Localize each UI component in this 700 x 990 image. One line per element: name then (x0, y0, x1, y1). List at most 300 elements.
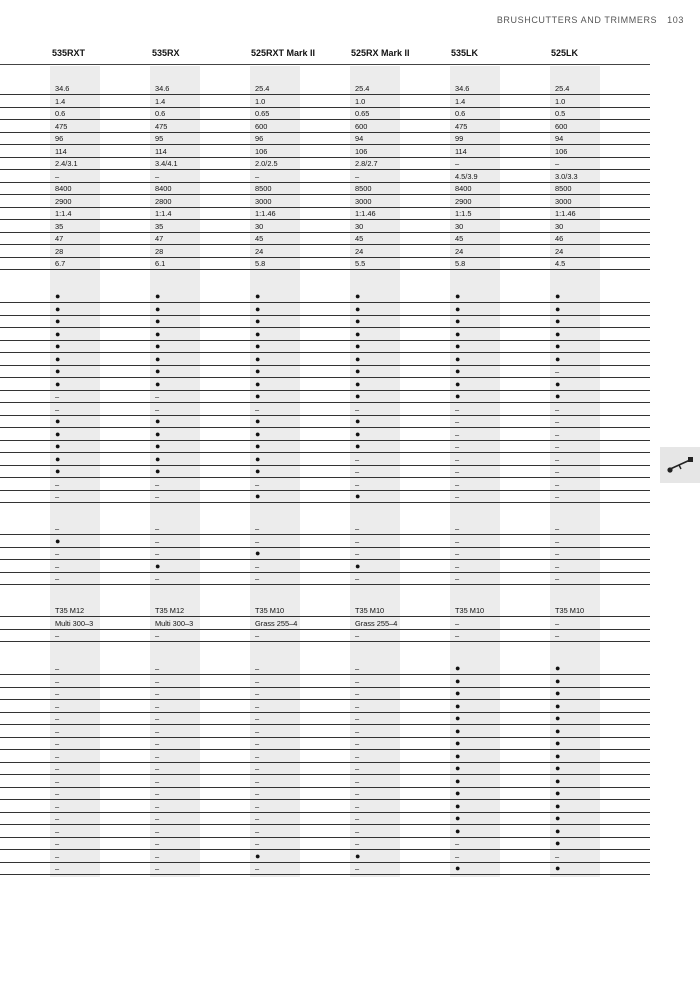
table-cell: 1.4 (155, 96, 166, 106)
table-cell: 3000 (355, 196, 372, 206)
table-cell: 3000 (555, 196, 572, 206)
table-row (0, 572, 650, 585)
table-cell: 475 (155, 121, 168, 131)
table-cell: 30 (455, 221, 464, 231)
table-cell: – (55, 739, 60, 748)
table-row (0, 440, 650, 453)
table-cell: – (55, 726, 60, 736)
table-cell: 6.1 (155, 259, 166, 268)
table-cell: ● (555, 328, 561, 339)
table-cell: ● (455, 800, 461, 811)
table-cell: ● (555, 303, 561, 314)
table-cell: – (355, 701, 360, 711)
table-row (0, 687, 650, 700)
table-cell: ● (355, 391, 361, 401)
table-cell: ● (55, 378, 61, 389)
table-row (0, 700, 650, 713)
table-cell: 25.4 (355, 84, 370, 93)
table-cell: ● (355, 303, 361, 314)
table-row (0, 837, 650, 850)
table-cell: – (355, 726, 360, 736)
table-cell: – (255, 536, 260, 546)
table-cell: 8500 (555, 184, 572, 193)
table-cell: ● (455, 788, 461, 798)
table-cell: – (355, 776, 360, 786)
table-cell: – (355, 839, 360, 848)
table-cell: T35 M10 (355, 606, 385, 615)
table-row (0, 775, 650, 788)
table-cell: 24 (255, 246, 264, 256)
table-cell: ● (555, 763, 561, 773)
table-cell: – (555, 492, 560, 501)
table-cell: – (155, 739, 160, 748)
table-cell: ● (555, 863, 561, 873)
table-row (0, 478, 650, 491)
table-cell: – (55, 171, 60, 181)
table-row (0, 535, 650, 548)
table-row (0, 812, 650, 825)
table-cell: ● (255, 491, 261, 501)
table-cell: – (255, 801, 260, 811)
table-cell: ● (555, 738, 561, 748)
table-row (0, 120, 650, 133)
table-cell: ● (455, 863, 461, 873)
table-row (0, 490, 650, 503)
table-row (0, 257, 650, 270)
table-cell: 6.7 (55, 259, 66, 268)
table-cell: – (55, 714, 60, 723)
table-cell: 3.4/4.1 (155, 159, 178, 168)
table-cell: ● (255, 466, 261, 476)
table-cell: – (55, 676, 60, 686)
table-cell: ● (355, 328, 361, 339)
table-cell: 8500 (355, 184, 372, 193)
table-cell: 0.6 (455, 109, 466, 118)
table-cell: – (155, 726, 160, 736)
table-row (0, 132, 650, 145)
table-cell: ● (555, 713, 561, 723)
table-cell: ● (355, 441, 361, 451)
table-cell: 0.6 (55, 109, 66, 118)
table-cell: ● (555, 800, 561, 811)
table-cell: – (355, 479, 360, 489)
table-cell: ● (55, 366, 61, 376)
table-cell: – (155, 689, 160, 698)
table-cell: ● (455, 391, 461, 401)
table-cell: ● (155, 328, 161, 339)
table-cell: – (455, 492, 460, 501)
table-cell: ● (355, 378, 361, 389)
table-cell: ● (555, 725, 561, 736)
table-cell: 45 (255, 234, 264, 243)
table-cell: – (455, 404, 460, 414)
table-row (0, 378, 650, 391)
table-cell: T35 M10 (455, 606, 485, 615)
table-cell: – (355, 454, 360, 464)
table-cell: – (55, 839, 60, 848)
table-cell: – (155, 536, 160, 546)
table-cell: 2900 (55, 196, 72, 206)
category-tab[interactable] (660, 447, 700, 483)
table-cell: – (155, 549, 160, 558)
table-cell: ● (455, 775, 461, 786)
table-cell: ● (255, 328, 261, 339)
table-cell: ● (155, 316, 161, 326)
table-cell: 34.6 (155, 84, 170, 93)
table-cell: ● (455, 303, 461, 314)
table-cell: ● (455, 328, 461, 339)
table-cell: – (255, 701, 260, 711)
table-cell: ● (155, 378, 161, 389)
table-cell: – (155, 404, 160, 414)
table-cell: – (55, 751, 60, 761)
table-cell: – (155, 492, 160, 501)
table-cell: ● (155, 441, 161, 451)
table-cell: ● (555, 316, 561, 326)
table-row (0, 353, 650, 366)
table-cell: – (455, 574, 460, 583)
table-row (0, 629, 650, 642)
table-cell: 475 (55, 121, 68, 131)
table-cell: – (255, 789, 260, 798)
table-cell: 34.6 (55, 84, 70, 93)
table-cell: 1.0 (355, 96, 366, 106)
table-cell: 8400 (455, 184, 472, 193)
table-row (0, 95, 650, 108)
table-cell: ● (555, 813, 561, 823)
table-cell: – (255, 561, 260, 571)
table-cell: – (55, 814, 60, 823)
model-name: 525RX Mark II (351, 48, 410, 58)
table-cell: – (255, 664, 260, 673)
table-cell: – (355, 739, 360, 748)
table-cell: – (455, 429, 460, 439)
table-cell: – (555, 454, 560, 464)
table-cell: 94 (355, 134, 364, 143)
table-cell: – (155, 701, 160, 711)
table-row (0, 365, 650, 378)
table-cell: 30 (355, 221, 364, 231)
table-cell: – (55, 492, 60, 501)
table-row (0, 157, 650, 170)
table-cell: – (55, 664, 60, 673)
table-cell: 2.8/2.7 (355, 159, 378, 168)
table-cell: ● (255, 341, 261, 351)
table-cell: – (455, 536, 460, 546)
table-cell: ● (155, 466, 161, 476)
table-cell: – (255, 839, 260, 848)
table-cell: 30 (555, 221, 564, 231)
table-cell: ● (155, 366, 161, 376)
table-cell: 96 (55, 134, 64, 143)
table-cell: ● (55, 328, 61, 339)
table-row (0, 328, 650, 341)
table-cell: ● (355, 428, 361, 439)
table-cell: 2900 (455, 196, 472, 206)
table-cell: ● (355, 291, 361, 301)
table-cell: 5.8 (455, 259, 466, 268)
table-cell: 96 (255, 134, 264, 143)
table-cell: – (255, 864, 260, 873)
table-cell: 99 (455, 134, 464, 143)
model-name: 535RX (152, 48, 180, 58)
table-cell: – (155, 524, 160, 533)
table-cell: – (455, 549, 460, 558)
table-cell: ● (355, 341, 361, 351)
table-cell: – (355, 631, 360, 640)
table-cell: ● (455, 700, 461, 711)
table-cell: ● (255, 416, 261, 426)
table-cell: – (355, 751, 360, 761)
table-cell: – (55, 826, 60, 836)
table-row (0, 207, 650, 220)
table-cell: ● (355, 850, 361, 861)
table-cell: – (55, 689, 60, 698)
table-cell: 94 (555, 134, 564, 143)
table-cell: 8400 (155, 184, 172, 193)
table-cell: Multi 300–3 (55, 618, 94, 628)
table-cell: – (255, 776, 260, 786)
table-cell: 1:1.46 (255, 209, 276, 218)
table-row (0, 403, 650, 416)
table-cell: – (455, 839, 460, 848)
table-cell: ● (455, 316, 461, 326)
table-row (0, 787, 650, 800)
table-cell: 106 (555, 146, 568, 156)
table-cell: – (555, 467, 560, 476)
table-cell: – (55, 524, 60, 533)
table-row (0, 453, 650, 466)
table-cell: 1:1.5 (455, 209, 472, 218)
table-cell: – (155, 631, 160, 640)
table-cell: – (255, 689, 260, 698)
table-cell: ● (455, 353, 461, 364)
table-cell: – (155, 814, 160, 823)
table-cell: 114 (55, 146, 67, 156)
table-cell: ● (555, 750, 561, 761)
table-cell: – (355, 524, 360, 533)
table-cell: T35 M10 (555, 606, 585, 615)
table-cell: ● (455, 341, 461, 351)
table-cell: 0.65 (255, 109, 270, 118)
table-cell: 8500 (255, 184, 272, 193)
table-cell: T35 M12 (155, 606, 185, 615)
table-cell: – (455, 479, 460, 489)
table-cell: – (455, 454, 460, 464)
table-cell: – (155, 851, 160, 861)
table-cell: – (355, 536, 360, 546)
table-row (0, 560, 650, 573)
table-cell: – (55, 851, 60, 861)
table-cell: – (255, 404, 260, 414)
table-row (0, 675, 650, 688)
table-cell: ● (155, 453, 161, 464)
table-cell: 1:1.4 (155, 209, 172, 218)
table-cell: – (555, 574, 560, 583)
table-cell: – (55, 764, 60, 773)
table-cell: – (355, 764, 360, 773)
table-cell: 47 (55, 234, 64, 243)
table-cell: 475 (455, 121, 468, 131)
table-cell: – (155, 839, 160, 848)
table-cell: ● (455, 366, 461, 376)
table-cell: 45 (355, 234, 364, 243)
table-cell: 1.4 (455, 96, 466, 106)
table-cell: ● (555, 788, 561, 798)
table-cell: 114 (155, 146, 167, 156)
table-cell: – (355, 864, 360, 873)
table-cell: ● (455, 663, 461, 673)
table-cell: – (155, 776, 160, 786)
table-cell: – (355, 549, 360, 558)
table-row (0, 737, 650, 750)
table-cell: 45 (455, 234, 464, 243)
table-cell: ● (555, 378, 561, 389)
table-cell: ● (555, 391, 561, 401)
table-cell: ● (355, 491, 361, 501)
table-cell: ● (255, 353, 261, 364)
table-cell: 0.5 (555, 109, 566, 118)
table-cell: – (455, 159, 460, 168)
table-row (0, 725, 650, 738)
table-cell: 2.4/3.1 (55, 159, 78, 168)
table-cell: 2.0/2.5 (255, 159, 278, 168)
table-row (0, 825, 650, 838)
table-cell: – (555, 479, 560, 489)
table-cell: – (355, 574, 360, 583)
table-cell: – (255, 764, 260, 773)
table-cell: – (55, 789, 60, 798)
table-cell: – (255, 574, 260, 583)
table-cell: ● (255, 316, 261, 326)
table-cell: ● (55, 535, 61, 546)
table-cell: – (255, 814, 260, 823)
table-cell: 600 (255, 121, 268, 131)
table-cell: – (55, 561, 60, 571)
table-cell: – (555, 536, 560, 546)
table-cell: T35 M12 (55, 606, 85, 615)
table-cell: ● (55, 316, 61, 326)
table-cell: – (255, 171, 260, 181)
table-cell: ● (455, 738, 461, 748)
table-row (0, 232, 650, 245)
table-cell: – (155, 801, 160, 811)
table-cell: ● (155, 353, 161, 364)
table-cell: – (55, 701, 60, 711)
table-cell: – (155, 171, 160, 181)
table-cell: ● (555, 700, 561, 711)
table-cell: ● (255, 453, 261, 464)
table-cell: 0.65 (355, 109, 370, 118)
table-cell: 28 (155, 246, 164, 256)
table-cell: – (455, 618, 460, 628)
table-cell: – (555, 404, 560, 414)
table-cell: ● (455, 688, 461, 698)
table-cell: – (155, 826, 160, 836)
table-cell: – (55, 479, 60, 489)
table-row (0, 862, 650, 875)
table-row (0, 145, 650, 158)
table-cell: T35 M10 (255, 606, 285, 615)
table-cell: ● (355, 416, 361, 426)
table-cell: ● (255, 850, 261, 861)
table-cell: ● (55, 291, 61, 301)
table-row (0, 340, 650, 353)
table-row (0, 170, 650, 183)
table-cell: ● (255, 428, 261, 439)
model-name: 535LK (451, 48, 479, 58)
table-cell: – (155, 676, 160, 686)
table-row (0, 245, 650, 258)
table-cell: ● (455, 291, 461, 301)
table-cell: – (155, 864, 160, 873)
table-cell: – (155, 751, 160, 761)
table-cell: 47 (155, 234, 164, 243)
table-cell: ● (455, 750, 461, 761)
table-cell: ● (155, 303, 161, 314)
table-cell: 106 (255, 146, 268, 156)
table-cell: – (55, 392, 60, 401)
table-cell: ● (255, 291, 261, 301)
table-cell: ● (455, 813, 461, 823)
table-cell: ● (555, 341, 561, 351)
table-cell: – (155, 714, 160, 723)
table-cell: ● (255, 378, 261, 389)
table-cell: – (455, 561, 460, 571)
table-row (0, 428, 650, 441)
table-cell: – (355, 814, 360, 823)
table-cell: ● (55, 303, 61, 314)
table-cell: ● (155, 416, 161, 426)
table-row (0, 220, 650, 233)
table-row (0, 617, 650, 630)
table-cell: – (255, 739, 260, 748)
table-row (0, 107, 650, 120)
table-cell: – (355, 676, 360, 686)
table-cell: ● (455, 825, 461, 836)
table-cell: 114 (455, 146, 467, 156)
table-cell: ● (555, 291, 561, 301)
table-cell: 35 (155, 221, 164, 231)
table-cell: Grass 255–4 (255, 618, 298, 628)
table-cell: 46 (555, 234, 564, 243)
table-cell: 1:1.46 (555, 209, 576, 218)
table-cell: – (255, 714, 260, 723)
table-cell: ● (255, 366, 261, 376)
table-cell: – (455, 442, 460, 451)
trimmer-icon (664, 455, 696, 475)
table-row (0, 762, 650, 775)
table-cell: ● (55, 428, 61, 439)
table-cell: 5.8 (255, 259, 266, 268)
table-cell: ● (55, 441, 61, 451)
table-cell: 95 (155, 134, 164, 143)
table-cell: – (555, 549, 560, 558)
table-cell: ● (355, 316, 361, 326)
table-cell: ● (155, 428, 161, 439)
table-row (0, 303, 650, 316)
table-cell: – (55, 549, 60, 558)
table-row (0, 547, 650, 560)
table-cell: 28 (55, 246, 64, 256)
table-cell: – (155, 392, 160, 401)
table-cell: – (555, 442, 560, 451)
table-row (0, 800, 650, 813)
table-cell: Grass 255–4 (355, 618, 398, 628)
page-number: 103 (667, 15, 684, 25)
table-cell: ● (555, 675, 561, 686)
table-cell: – (555, 417, 560, 426)
